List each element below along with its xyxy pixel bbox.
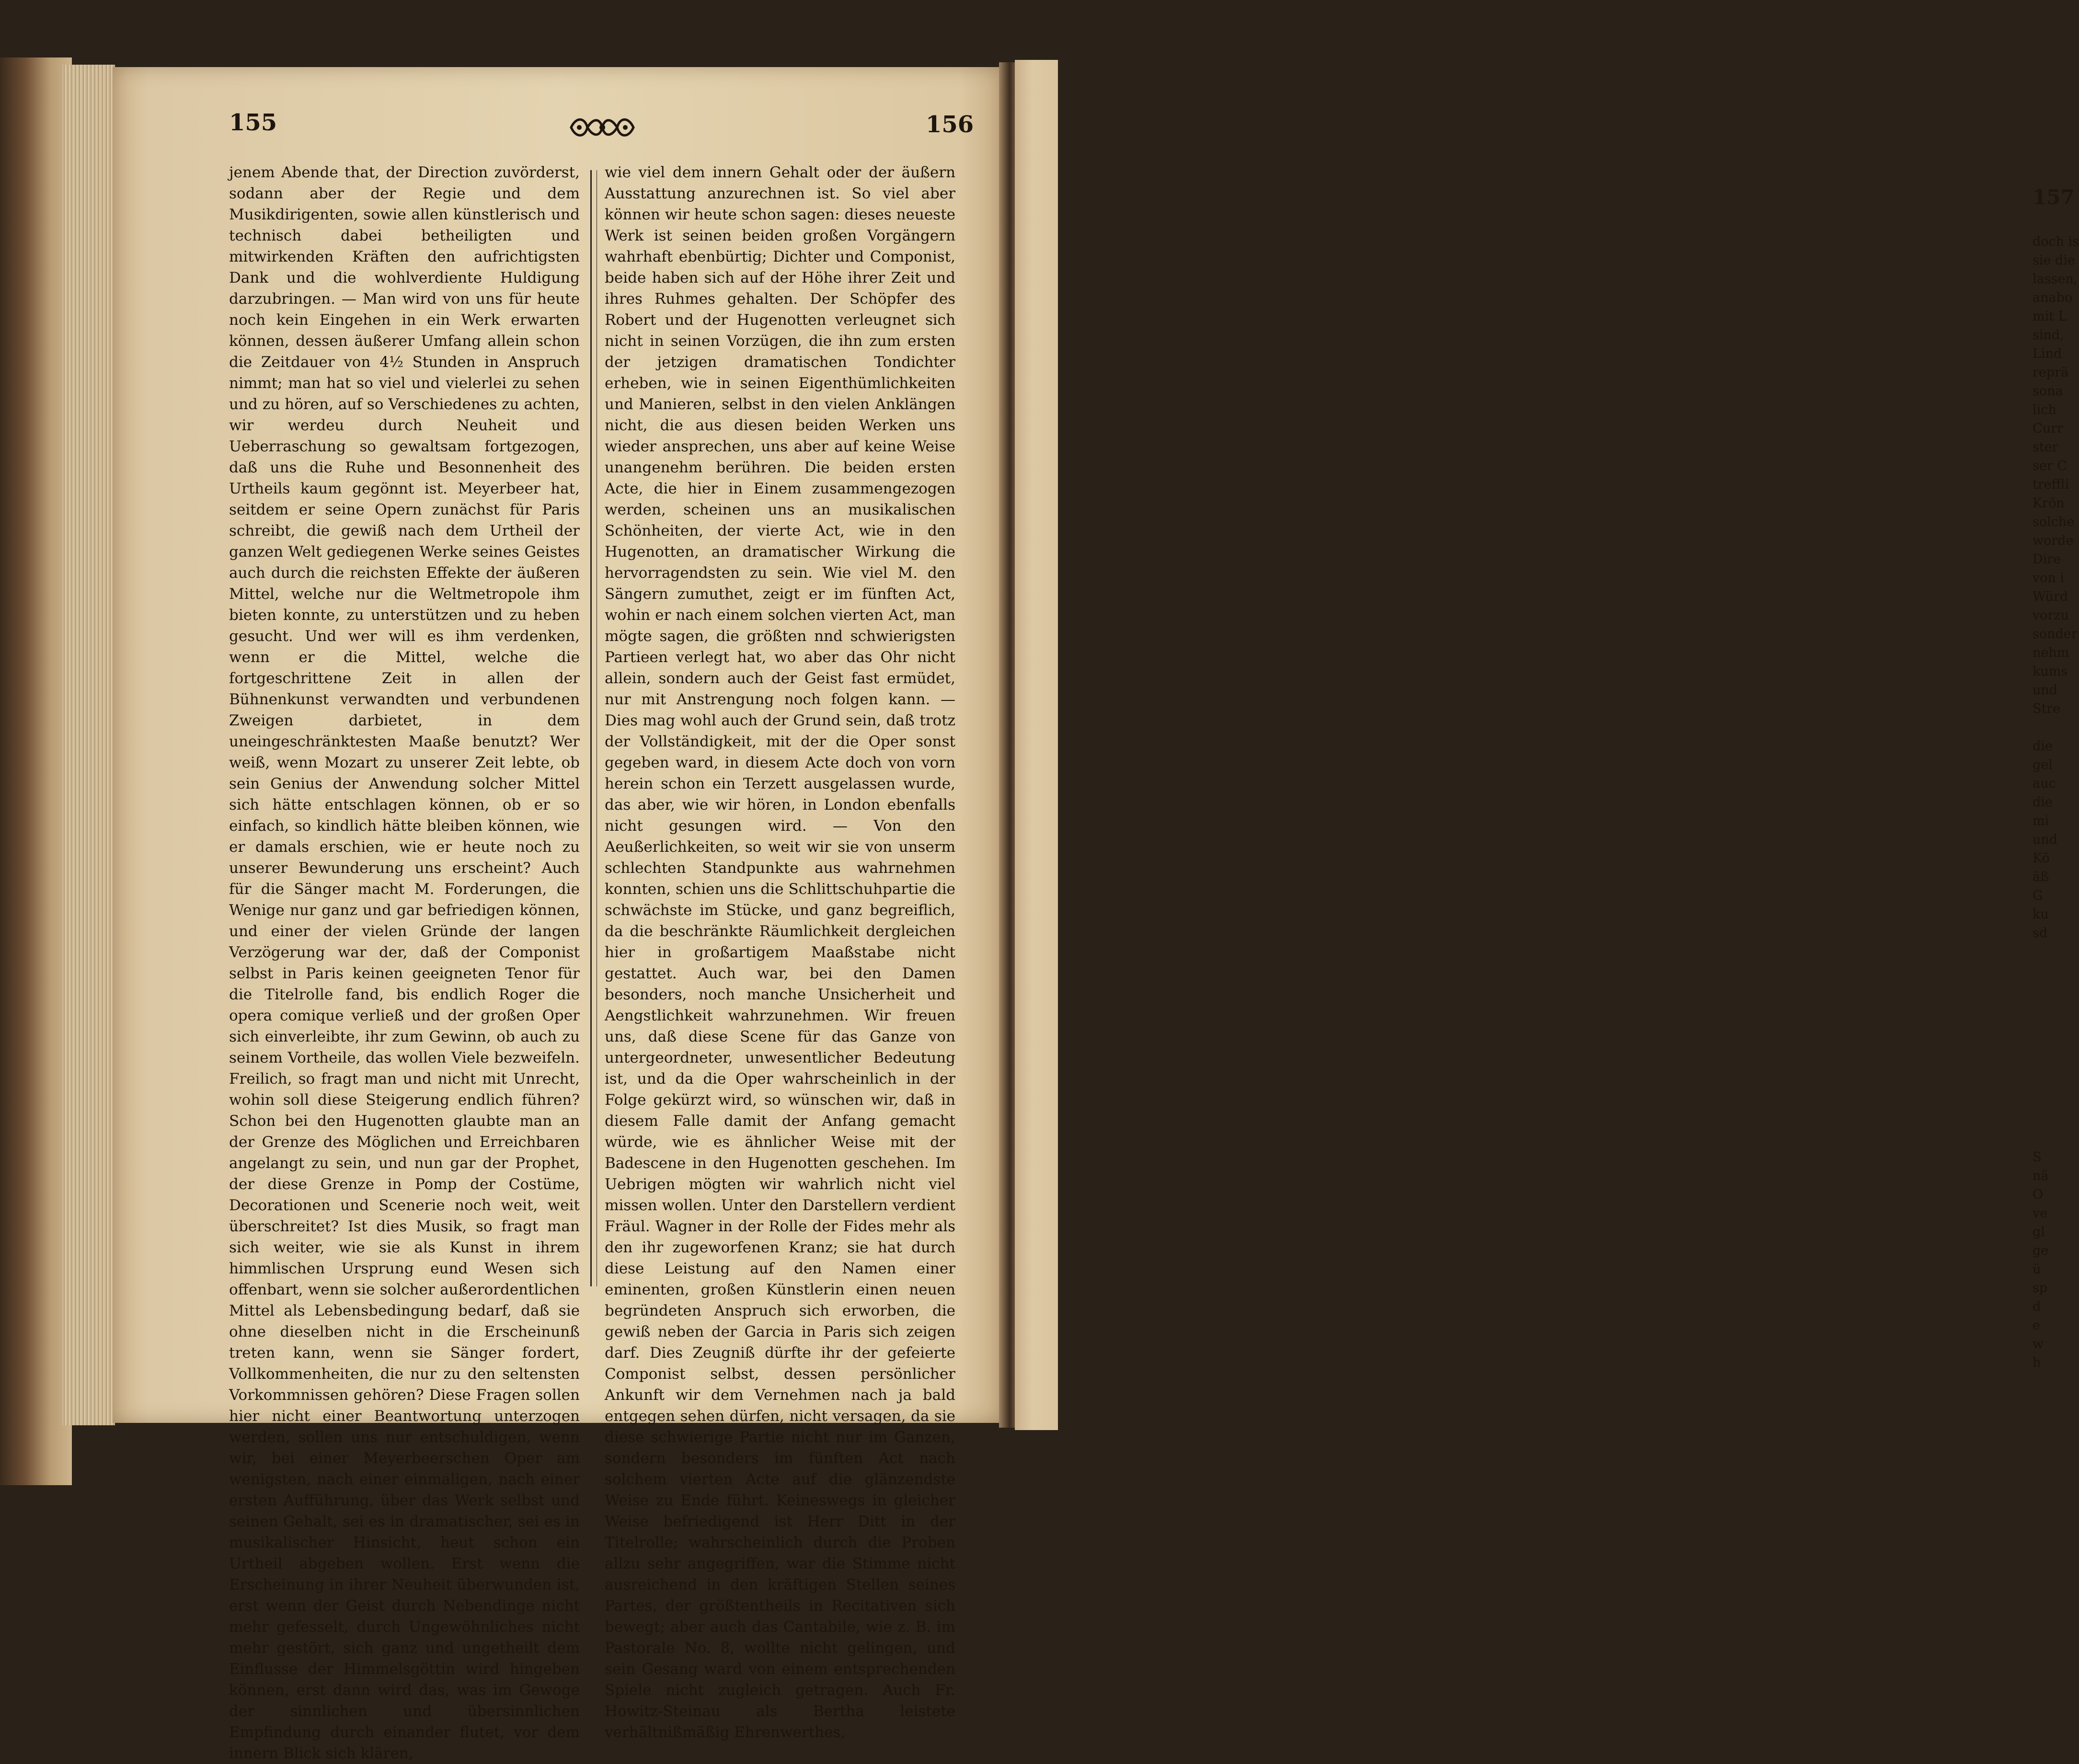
next-page-fragment: Stre — [2033, 701, 2061, 716]
next-page-fragment — [2033, 942, 2071, 961]
next-page-fragment: kums — [2033, 664, 2068, 679]
next-page-fragment — [2033, 1073, 2071, 1092]
next-page-fragment — [2033, 1036, 2071, 1054]
next-page-fragment: h — [2033, 1355, 2041, 1370]
next-page-fragment: anabo — [2033, 290, 2073, 305]
next-page-fragment: nehm — [2033, 645, 2069, 660]
next-page-fragment: ü — [2033, 1262, 2041, 1277]
next-page-fragment: ster — [2033, 440, 2058, 455]
next-page-fragment: vorzu — [2033, 608, 2069, 623]
next-page-fragment: reprä — [2033, 365, 2069, 380]
page-number-next: 157 — [2033, 185, 2075, 209]
next-page-fragment: ser C — [2033, 458, 2067, 473]
next-page-fragment: sind, — [2033, 328, 2064, 343]
next-page-fragment: und — [2033, 832, 2058, 847]
next-page-fragment — [2033, 998, 2071, 1017]
next-page-fragment: d — [2033, 1299, 2041, 1314]
next-page-fragment: doch is — [2033, 234, 2079, 249]
next-page-fragment: nä — [2033, 1168, 2049, 1183]
page-number-right: 156 — [926, 111, 974, 138]
next-page-fragment: Krön — [2033, 496, 2065, 511]
next-page-fragment: gel — [2033, 757, 2053, 772]
column-divider-rule — [590, 170, 597, 1286]
next-page-fragment: mit L — [2033, 309, 2067, 324]
next-page-fragment: Dire — [2033, 552, 2061, 567]
next-page-fragment: Lind — [2033, 346, 2062, 361]
next-page-fragment: lassen, — [2033, 272, 2078, 286]
header-ornament-icon — [566, 114, 638, 141]
book-cover-edge — [0, 57, 72, 1485]
next-page-fragment: sp — [2033, 1281, 2048, 1295]
next-page-fragment: sona — [2033, 384, 2063, 399]
next-page-fragment: O — [2033, 1187, 2044, 1202]
next-page-fragment: ku — [2033, 907, 2049, 922]
next-page-fragment: sonder — [2033, 627, 2078, 641]
next-page-fragment — [2033, 718, 2071, 737]
next-page-fragment: äß — [2033, 870, 2049, 884]
next-page-fragment: w — [2033, 1337, 2044, 1352]
next-page-fragment — [2033, 980, 2071, 998]
next-page-fragment: von i — [2033, 571, 2065, 585]
page-stack-edges — [62, 65, 115, 1425]
next-page-fragment: Würd — [2033, 589, 2068, 604]
next-page-text-fragments — [2033, 232, 2079, 1372]
next-page-fragment — [2033, 1017, 2071, 1036]
next-page-fragment: lich — [2033, 402, 2056, 417]
next-page-fragment — [2033, 1092, 2071, 1111]
next-page-fragment: und — [2033, 683, 2058, 698]
next-page-fragment: Kö — [2033, 851, 2050, 866]
next-page-fragment: die — [2033, 795, 2053, 810]
next-page-fragment: Curr — [2033, 421, 2063, 436]
next-page-fragment: solche — [2033, 515, 2075, 529]
next-page-fragment — [2033, 961, 2071, 980]
text-column-left: jenem Abende that, der Direction zuvörderst, sodann aber der Regie und dem Musikdirigenten, sowie allen künstlerisch und technisch dabei betheiligten und mitwirkenden Kräften den aufrichtigsten Dank und die wohlverdiente Huldigung darzubringen. — Man wird von uns für heute noch kein Eingehen in ein Werk erwarten können, dessen äußerer Umfang allein schon die Zeitdauer von 4½ Stunden in Anspruch nimmt; man hat so viel und vielerlei zu sehen und zu hören, auf so Verschiedenes zu achten, wir werdeu durch Neuheit und Ueberraschung so gewaltsam fortgezogen, daß uns die Ruhe und Besonnenheit des Urtheils kaum gegönnt ist. Meyerbeer hat, seitdem er seine Opern zunächst für Paris schreibt, die gewiß nach dem Urtheil der ganzen Welt gediegenen Werke seines Geistes auch durch die reichsten Effekte der äußeren Mittel, welche nur die Weltmetropole ihm bieten konnte, zu unterstützen und zu heben gesucht. Und wer will es ihm verdenken, wenn er die Mittel, welche die fortgeschrittene Zeit in allen der Bühnenkunst verwandten und verbundenen Zweigen darbietet, in dem uneingeschränktesten Maaße benutzt? Wer weiß, wenn Mozart zu unserer Zeit lebte, ob sein Genius der Anwendung solcher Mittel sich hätte entschlagen können, ob er so einfach, so kindlich hätte bleiben können, wie er damals erschien, wie er heute noch zu unserer Bewunderung uns erscheint? Auch für die Sänger macht M. Forderungen, die Wenige nur ganz und gar befriedigen können, und einer der vielen Gründe der langen Verzögerung war der, daß der Componist selbst in Paris keinen geeigneten Tenor für die Titelrolle fand, bis endlich Roger die opera comique verließ und der großen Oper sich einverleibte, ihr zum Gewinn, ob auch zu seinem Vortheile, das wollen Viele bezweifeln. Freilich, so fragt man und nicht mit Unrecht, wohin soll diese Steigerung endlich führen? Schon bei den Hugenotten glaubte man an der Grenze des Möglichen und Erreichbaren angelangt zu sein, und nun gar der Prophet, der diese Grenze in Pomp der Costüme, Decorationen und Scenerie noch weit, weit überschreitet? Ist dies Musik, so fragt man sich weiter, wie sie als Kunst in ihrem himmlischen Ursprung eund Wesen sich offenbart, wenn sie solcher außerordentlichen Mittel als Lebensbedingung bedarf, daß sie ohne dieselben nicht in die Erscheinunß treten kann, wenn sie Sänger fordert, Vollkommenheiten, die nur zu den seltensten Vorkommnissen gehören? Diese Fragen sollen hier nicht einer Beantwortung unterzogen werden, sollen uns nur entschuldigen, wenn wir, bei einer Meyerbeerschen Oper am wenigsten, nach einer einmaligen, nach einer ersten Aufführung, über das Werk selbst und seinen Gehalt, sei es in dramatischer, sei es in musikalischer Hinsicht, heut schon ein Urtheil abgeben wollen. Erst wenn die Erscheinung in ihrer Neuheit überwunden ist, erst wenn der Geist durch Nebendinge nicht mehr gefesselt, durch Ungewöhnliches nicht mehr gestört, sich ganz und ungetheilt dem Einflusse der Himmelsgöttin wird hingeben können, erst dann wird das, was im Gewoge der sinnlichen und übersinnlichen Empfindung durch einander flutet, vor dem innern Blick sich klären, — [229, 164, 580, 1762]
next-page-fragment: die — [2033, 739, 2053, 754]
next-page-fragment: worde — [2033, 533, 2074, 548]
page-number-left: 155 — [229, 109, 277, 136]
next-page-fragment: S — [2033, 1150, 2042, 1165]
next-page-fragment: treffli — [2033, 477, 2069, 492]
next-page-fragment: sie die — [2033, 253, 2075, 268]
next-page-fragment: G — [2033, 888, 2043, 903]
next-page-fragment — [2033, 1111, 2071, 1129]
next-page-fragment: e — [2033, 1318, 2040, 1333]
next-page-partial — [1015, 60, 2079, 1430]
next-page-fragment — [2033, 1054, 2071, 1073]
text-column-right: wie viel dem innern Gehalt oder der äußern Ausstattung anzurechnen ist. So viel aber können wir heute schon sagen: dieses neueste Werk ist seinen beiden großen Vorgängern wahrhaft ebenbürtig; Dichter und Componist, beide haben sich auf der Höhe ihrer Zeit und ihres Ruhmes gehalten. Der Schöpfer des Robert und der Hugenotten verleugnet sich nicht in seinen Vorzügen, die ihn zum ersten der jetzigen dramatischen Tondichter erheben, wie in seinen Eigenthümlichkeiten und Manieren, selbst in den vielen Anklängen nicht, die aus diesen beiden Werken uns wieder ansprechen, uns aber auf keine Weise unangenehm berühren. Die beiden ersten Acte, die hier in Einem zusammengezogen werden, scheinen uns an musikalischen Schönheiten, der vierte Act, wie in den Hugenotten, an dramatischer Wirkung die hervorragendsten zu sein. Wie viel M. den Sängern zumuthet, zeigt er im fünften Act, wohin er nach einem solchen vierten Act, man mögte sagen, die größten nnd schwierigsten Partieen verlegt hat, wo aber das Ohr nicht allein, sondern auch der Geist fast ermüdet, nur mit Anstrengung noch folgen kann. — Dies mag wohl auch der Grund sein, daß trotz der Vollständigkeit, mit der die Oper sonst gegeben ward, in diesem Acte doch von vorn herein schon ein Terzett ausgelassen wurde, das aber, wie wir hören, in London ebenfalls nicht gesungen wird. — Von den Aeußerlichkeiten, so weit wir sie von unserm schlechten Standpunkte aus wahrnehmen konnten, schien uns die Schlittschuhpartie die schwächste im Stücke, und ganz begreiflich, da die beschränkte Räumlichkeit dergleichen hier in großartigem Maaßstabe nicht gestattet. Auch war, bei den Damen besonders, noch manche Unsicherheit und Aengstlichkeit wahrzunehmen. Wir freuen uns, daß diese Scene für das Ganze von untergeordneter, unwesentlicher Bedeutung ist, und da die Oper wahrscheinlich in der Folge gekürzt wird, so wünschen wir, daß in diesem Falle damit der Anfang gemacht würde, wie es ähnlicher Weise mit der Badescene in den Hugenotten geschehen. Im Uebrigen mögten wir wahrlich nicht viel missen wollen. Unter den Darstellern verdient Fräul. Wagner in der Rolle der Fides mehr als den ihr zugeworfenen Kranz; sie hat durch diese Leistung auf den Namen einer eminenten, großen Künstlerin einen neuen begründeten Anspruch sich erworben, die gewiß neben der Garcia in Paris sich zeigen darf. Dies Zeugniß dürfte ihr der gefeierte Componist selbst, dessen persönlicher Ankunft wir dem Vernehmen nach ja bald entgegen sehen dürfen, nicht versagen, da sie diese schwierige Partie nicht nur im Ganzen, sondern besonders im fünften Act nach solchem vierten Acte auf die glänzendste Weise zu Ende führt. Keineswegs in gleicher Weise befriedigend ist Herr Ditt in der Titelrolle; wahrscheinlich durch die Proben allzu sehr angegriffen, war die Stimme nicht ausreichend in den kräftigen Stellen seines Partes, der größtentheils in Recitativen sich bewegt; aber auch das Cantabile, wie z. B. im Pastorale No. 8, wollte nicht gelingen, und sein Gesang ward von einem entsprechenden Spiele nicht zugleich getragen. Auch Fr. Howitz-Steinau als Bertha leistete verhältnißmäßig Ehrenwerthes, — [605, 164, 955, 1741]
next-page-fragment: sd — [2033, 926, 2048, 940]
next-page-fragment: gl — [2033, 1225, 2045, 1239]
next-page-fragment: ge — [2033, 1243, 2049, 1258]
next-page-fragment: auc — [2033, 776, 2056, 791]
next-page-fragment: ve — [2033, 1206, 2048, 1221]
next-page-fragment: mi — [2033, 813, 2049, 828]
next-page-fragment — [2033, 1129, 2071, 1148]
